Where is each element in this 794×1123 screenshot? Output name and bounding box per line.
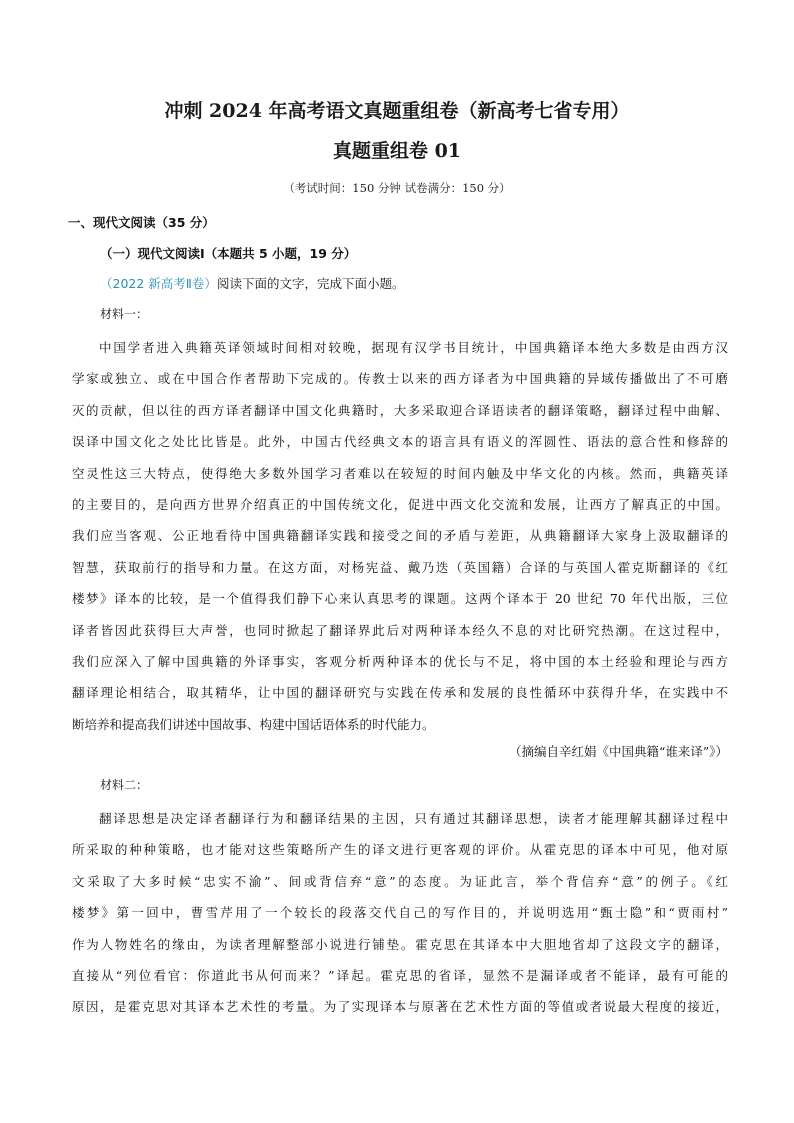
section-heading: 一、现代文阅读（35 分）	[68, 215, 215, 230]
material-2-label: 材料二：	[100, 778, 149, 792]
text-line: 直接从“列位看官：你道此书从何而来？”译起。霍克思的省译，显然不是漏译或者不能译，最有可能的	[72, 967, 728, 983]
text-line: 我们应深入了解中国典籍的外译事实，客观分析两种译本的优长与不足，将中国的本土经验和理论与西方	[72, 653, 728, 669]
text-line: 中国学者进入典籍英译领域时间相对较晚，据现有汉学书目统计，中国典籍译本绝大多数是由西方汉	[99, 340, 728, 355]
source-tag[interactable]: （2022 新高考Ⅱ卷）	[100, 276, 217, 291]
text-line: 翻译理论相结合，取其精华，让中国的翻译研究与实践在传承和发展的良性循环中获得升华，在实践中不	[72, 685, 728, 701]
material-2-body	[72, 803, 728, 1023]
text-line: 断培养和提高我们讲述中国故事、构建中国话语体系的时代能力。	[72, 716, 435, 732]
text-line: 误译中国文化之处比比皆是。此外，中国古代经典文本的语言具有语义的浑圆性、语法的意合性和修辞的	[72, 434, 728, 450]
text-line: 楼梦》译本的比较，是一个值得我们静下心来认真思考的课题。这两个译本于 20 世纪 70 年代出版，三位	[72, 591, 728, 607]
text-line: 学家或独立、或在中国合作者帮助下完成的。传教士以来的西方译者为中国典籍的异域传播做出了不可磨	[72, 371, 728, 387]
text-line: 的主要目的，是向西方世界介绍真正的中国传统文化，促进中西文化交流和发展，让西方了解真正的中国。	[72, 496, 728, 512]
text-line: 文采取了大多时候“忠实不渝”、间或背信弃“意”的态度。为证此言，举个背信弃“意”的例子。《红	[72, 873, 728, 889]
text-line: 空灵性这三大特点，使得绝大多数外国学习者难以在较短的时间内触及中华文化的内核。然而，典籍英译	[72, 465, 728, 481]
text-line: 智慧，获取前行的指导和力量。在这方面，对杨宪益、戴乃迭（英国籍）合译的与英国人霍克斯翻译的《红	[72, 559, 728, 575]
exam-info: （考试时间：150 分钟 试卷满分：150 分）	[283, 181, 511, 195]
text-line: 作为人物姓名的缘由，为读者理解整部小说进行铺垫。霍克思在其译本中大胆地省却了这段文字的翻译，	[72, 936, 728, 952]
text-line: 原因，是霍克思对其译本艺术性的考量。为了实现译本与原著在艺术性方面的等值或者说最大程度的接近，	[72, 999, 728, 1015]
text-line: 灭的贡献，但以往的西方译者翻译中国文化典籍时，大多采取迎合译语读者的翻译策略，翻译过程中曲解、	[72, 402, 728, 418]
text-line: 楼梦》第一回中，曹雪芹用了一个较长的段落交代自己的写作目的，并说明选用“甄士隐”和“贾雨村”	[72, 905, 728, 921]
material-1-label: 材料一：	[100, 307, 149, 321]
text-line: 所采取的种种策略，也才能对这些策略所产生的译文进行更客观的评价。从霍克思的译本中可见，他对原	[72, 842, 728, 858]
page-subtitle: 真题重组卷 01	[332, 140, 462, 162]
text-line: 我们应当客观、公正地看待中国典籍翻译实践和接受之间的矛盾与差距，从典籍翻译大家身上汲取翻译的	[72, 528, 728, 544]
text-line: 译者皆因此获得巨大声誉，也同时掀起了翻译界此后对两种译本经久不息的对比研究热潮。在这过程中，	[72, 622, 728, 638]
page-title: 冲刺 2024 年高考语文真题重组卷（新高考七省专用）	[164, 100, 630, 122]
text-line: 翻译思想是决定译者翻译行为和翻译结果的主因，只有通过其翻译思想，读者才能理解其翻译过程中	[99, 811, 728, 826]
instruction-text: 阅读下面的文字，完成下面小题。	[216, 276, 405, 291]
material-1-citation: （摘编自辛红娟《中国典籍“谁来译”》）	[508, 744, 728, 759]
question-instruction	[100, 274, 404, 292]
subsection-heading: （一）现代文阅读Ⅰ（本题共 5 小题，19 分）	[100, 246, 357, 261]
material-1-body	[72, 332, 728, 740]
